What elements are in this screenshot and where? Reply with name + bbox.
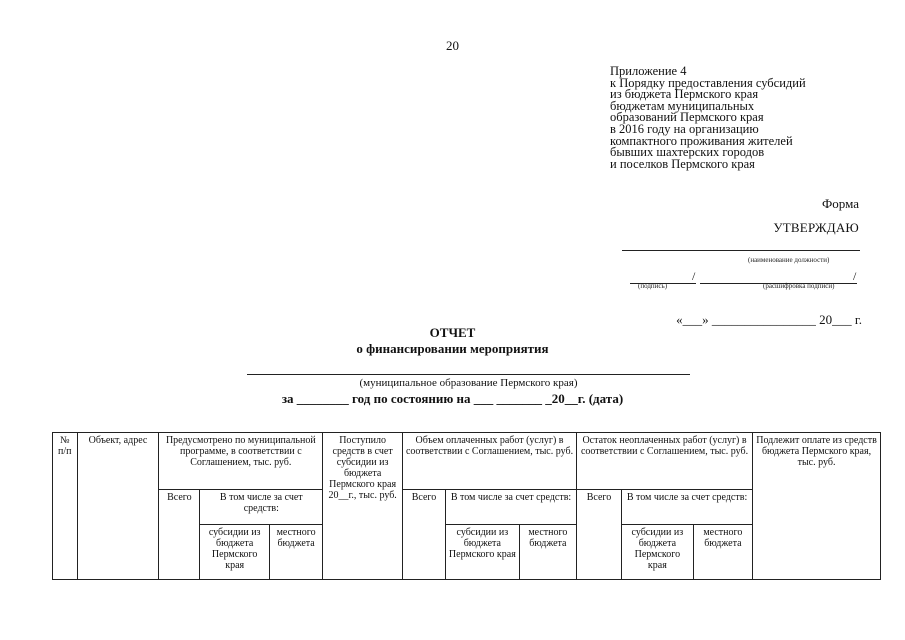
header-paid: Объем оплаченных работ (услуг) в соответствии с Соглашением, тыс. руб.	[403, 433, 577, 490]
paid-subsidy: субсидии из бюджета Пермского края	[446, 525, 520, 580]
unpaid-total: Всего	[577, 490, 622, 580]
appendix-line: и поселков Пермского края	[610, 156, 755, 171]
position-caption: (наименование должности)	[748, 256, 830, 264]
page-number: 20	[446, 38, 459, 53]
appendix-line: из бюджета Пермского края	[610, 87, 759, 102]
planned-including: В том числе за счет средств:	[200, 490, 323, 525]
appendix-line: образований Пермского края	[610, 110, 764, 125]
unpaid-local: местного бюджета	[693, 525, 752, 580]
header-object: Объект, адрес	[77, 433, 159, 580]
planned-total: Всего	[159, 490, 200, 580]
form-label: Форма	[822, 196, 859, 211]
paid-local: местного бюджета	[519, 525, 576, 580]
decoding-caption: (расшифровка подписи)	[763, 282, 835, 290]
paid-total: Всего	[403, 490, 446, 580]
report-title-block	[0, 325, 905, 357]
signature-separator: /	[692, 269, 696, 283]
report-title: ОТЧЕТ	[429, 325, 476, 340]
table-header-row	[53, 433, 881, 490]
planned-local: местного бюджета	[269, 525, 322, 580]
decoding-separator: /	[853, 269, 857, 283]
appendix-line: Приложение 4	[610, 64, 687, 78]
signature-caption: (подпись)	[638, 282, 668, 290]
approve-label: УТВЕРЖДАЮ	[773, 220, 859, 235]
appendix-block	[610, 66, 890, 170]
appendix-line: в 2016 году на организацию	[610, 121, 759, 136]
municipality-caption: (муниципальное образование Пермского края)	[359, 377, 578, 389]
header-planned: Предусмотрено по муниципальной программе, в соответствии с Соглашением, тыс. руб.	[159, 433, 323, 490]
period-line: за ________ год по состоянию на ___ _______ _20__г. (дата)	[281, 391, 624, 406]
header-received: Поступило средств в счет субсидии из бюджета Пермского края 20__г., тыс. руб.	[323, 433, 403, 580]
report-subtitle: о финансировании мероприятия	[356, 341, 549, 356]
appendix-line: бывших шахтерских городов	[610, 145, 765, 160]
header-num: № п/п	[53, 433, 78, 580]
appendix-line: компактного проживания жителей	[610, 133, 793, 148]
position-line	[622, 250, 860, 251]
header-payable: Подлежит оплате из средств бюджета Пермского края, тыс. руб.	[753, 433, 881, 580]
paid-including: В том числе за счет средств:	[446, 490, 577, 525]
unpaid-including: В том числе за счет средств:	[622, 490, 753, 525]
approval-date-line: «___» ________________ 20___ г.	[676, 312, 862, 327]
planned-subsidy: субсидии из бюджета Пермского края	[200, 525, 270, 580]
municipality-line	[247, 374, 690, 375]
header-unpaid: Остаток неоплаченных работ (услуг) в соответствии с Соглашением, тыс. руб.	[577, 433, 753, 490]
report-table	[52, 432, 881, 580]
unpaid-subsidy: субсидии из бюджета Пермского края	[622, 525, 694, 580]
appendix-line: к Порядку предоставления субсидий	[610, 75, 806, 90]
appendix-line: бюджетам муниципальных	[610, 98, 755, 113]
